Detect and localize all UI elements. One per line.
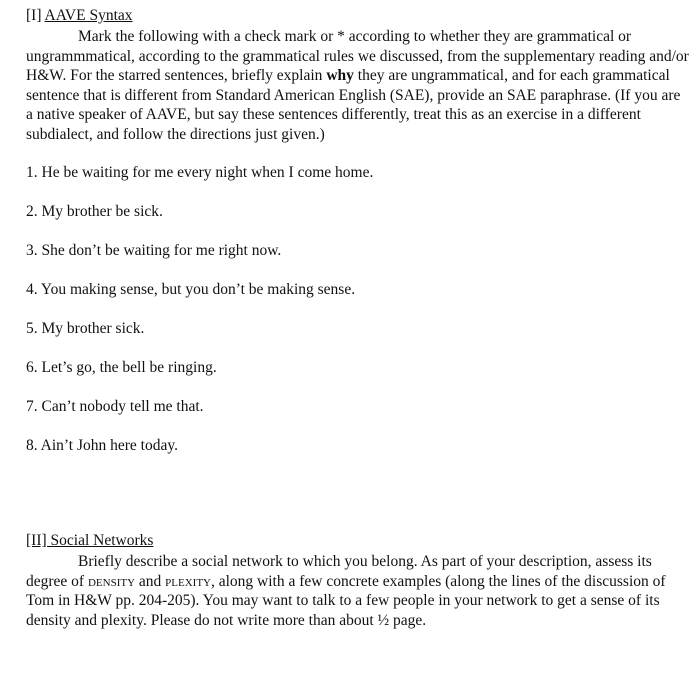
list-item: 1. He be waiting for me every night when I come home. — [26, 164, 374, 181]
list-item: 7. Can’t nobody tell me that. — [26, 398, 204, 415]
section-1-number: [I] — [26, 7, 42, 24]
list-item: 5. My brother sick. — [26, 320, 145, 337]
section-2-instructions-part1: Briefly describe a social network to which you belong. As part of your description, assess its degree of — [26, 553, 652, 590]
term-density: density — [87, 572, 136, 590]
list-item: 4. You making sense, but you don’t be making sense. — [26, 281, 356, 298]
section-1-instructions-part2: they are ungrammatical, and for each grammatical sentence that is different from Standard American English (SAE), provide an SAE paraphrase. (If you are a native speaker of AAVE, but say these sentences differently, treat this as an exercise in a different subdialect, and follow the directions just given.) — [26, 67, 681, 143]
list-item: 2. My brother be sick. — [26, 203, 163, 220]
section-1-instructions-emphasis: why — [326, 67, 354, 85]
list-item: 6. Let’s go, the bell be ringing. — [26, 359, 217, 376]
section-2-instructions-part3: , along with a few concrete examples (along the lines of the discussion of Tom in H&W pp. 204-205). You may want to talk to a few people in your network to get a sense of its density and plexity. Please do not write more than about ½ page. — [26, 572, 666, 629]
section-2-instructions — [26, 552, 690, 630]
list-item: 3. She don’t be waiting for me right now. — [26, 242, 282, 259]
section-1-title: AAVE Syntax — [44, 7, 133, 24]
section-1-instructions-part1: Mark the following with a check mark or * according to whether they are grammatical or ungrammmatical, according to the grammatical rules we discussed, from the supplementary reading and/or H&W. For the starred sentences, briefly explain — [26, 28, 689, 85]
sentence-list — [26, 163, 373, 475]
section-2-heading — [26, 531, 153, 551]
section-2-instructions-part2: and — [135, 572, 166, 590]
section-1-heading — [26, 6, 133, 26]
term-plexity: plexity — [165, 572, 211, 590]
section-1-instructions — [26, 27, 690, 145]
list-item: 8. Ain’t John here today. — [26, 437, 178, 454]
section-2-title: [II] Social Networks — [26, 532, 154, 549]
